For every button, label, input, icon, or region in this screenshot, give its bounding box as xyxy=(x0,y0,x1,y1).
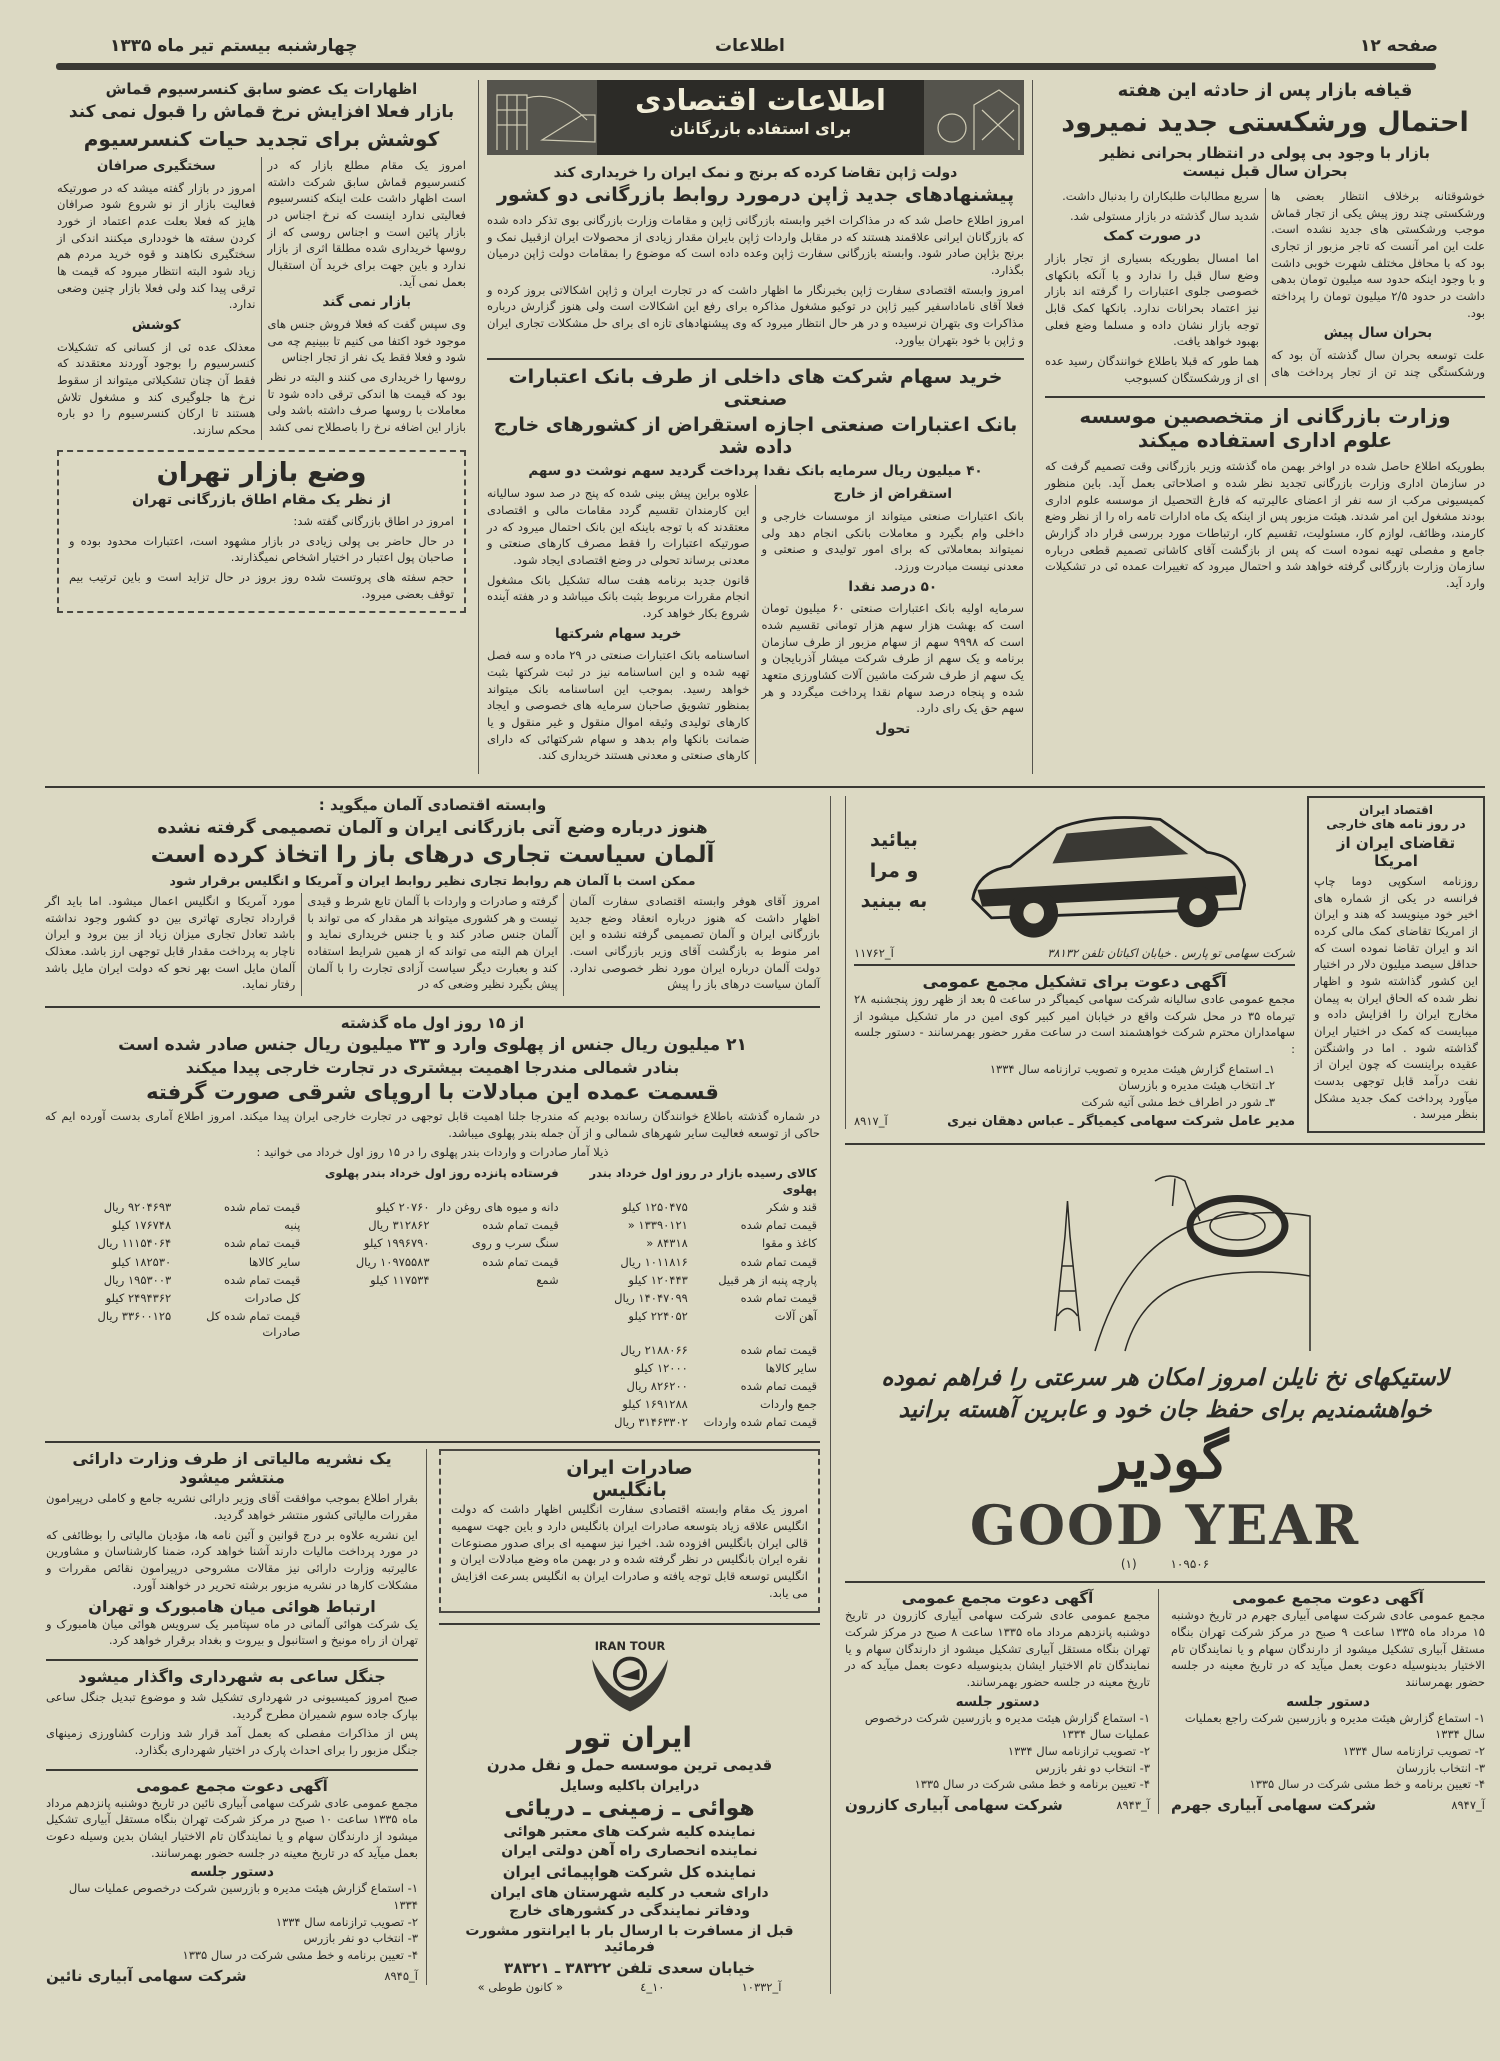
subheading: خرید سهام شرکتها xyxy=(554,625,682,642)
signature: مدیر عامل شرکت سهامی کیمیاگر ـ عباس دهقان نیری xyxy=(947,1113,1295,1129)
table-cell: ۱۲۰۰۰ کیلو xyxy=(634,1361,688,1376)
kicker: از ۱۵ روز اول ماه گذشته xyxy=(340,1014,525,1033)
table-cell xyxy=(303,1413,432,1431)
table-row xyxy=(45,1307,820,1341)
table-cell: ۱۳۳۹۰۱۲۱ « xyxy=(627,1218,688,1233)
table-cell: ۳۱۴۶۳۳۰۲ ریال xyxy=(614,1415,688,1430)
table-cell xyxy=(303,1359,432,1377)
forest-article xyxy=(46,1659,418,1759)
ad-code: آ_۸۹۱۷ xyxy=(854,1114,888,1129)
lower-left-columns xyxy=(45,1441,820,1993)
table-cell: ۱۸۲۵۳۰ کیلو xyxy=(111,1254,172,1269)
car-and-notice xyxy=(845,796,1295,1129)
kicker: اقتصاد ایران xyxy=(1359,803,1433,818)
goodyear-logo xyxy=(845,1492,1485,1557)
paragraph: روزنامه اسکوپی دوما چاپ فرانسه در یکی از شماره های اخیر خود مینویسد که هند و ایران از امریکا تقاضای کمک مالی کرده اند و ایران تقاضا نموده است که حداقل سیصد میلیون دلار در اختیار این کشور گذاشته شود و اظهار نظر شده که الحاق ایران به پیمان مخارج ایران را افزایش داده و میبایست که کمک در اختیار ایران گذاشته شود . اما در واشنگتن عقیده براینست که چون ایران از نفت درآمد قابل توجهی بدست میآورد پرداخت کمک جدید مشکل بنظر میرسد . xyxy=(1314,874,1478,1122)
paragraph: هما طور که قبلا باطلاع خوانندگان رسید عده ای از ورشکستگان کسبوجب xyxy=(1045,353,1259,385)
table-cell: آهن آلات xyxy=(774,1308,817,1323)
paragraph: پس از مذاکرات مفصلی که بعمل آمد قرار شد وزارت کشاورزی زمینهای جنگل مزبور را برای احداث پارک در اختیار شهرداری بگذارد. xyxy=(46,1726,418,1757)
notice-title: آگهی دعوت مجمع عمومی xyxy=(901,1589,1094,1608)
table-cell xyxy=(45,1359,174,1377)
paragraph: امروز آقای هوفر وابسته اقتصادی سفارت آلمان اظهار داشت که هنوز درباره انعقاد وضع جدید بازرگانی ایران و آلمان تصمیمی گرفته نشده و این امر منوط به بازگشت آقای وزیر بازرگانی است. دولت آلمان درباره ایران مورد نظر خصوصی ندارد. آلمان سیاست درهای باز را پیش xyxy=(569,894,820,992)
table-row xyxy=(45,1359,820,1377)
headline: ۲۱ میلیون ریال جنس از پهلوی وارد و ۳۳ میلیون ریال جنس صادر شده است xyxy=(118,1035,747,1056)
masthead-rule xyxy=(56,63,1436,70)
slogan: به بینید xyxy=(860,890,928,913)
ads-row xyxy=(845,796,1485,1133)
table-row xyxy=(45,1253,820,1271)
paragraph: معذلک عده ئی از کسانی که تشکیلات کنسرسیوم را بوجود آوردند معتقدند که فقط آن چنان تشکیلاتی میتواند از سقوط نرخ ها جلوگیری کند و مشغول تلاش هستند تا ارکان کنسرسیوم را دو باره محکم سازند. xyxy=(57,339,256,437)
subheading: استقراض از خارج xyxy=(833,486,952,503)
car-tire-eiffel-illustration xyxy=(865,1151,1465,1361)
consortium-article xyxy=(57,80,466,440)
lower-section xyxy=(45,786,1485,1993)
agenda-item: ۳ـ شور در اطراف خط مشی آتیه شرکت xyxy=(1081,1095,1275,1110)
table-cell: پنبه xyxy=(284,1218,301,1233)
table-cell: ۲۲۴۰۵۲ کیلو xyxy=(628,1308,688,1323)
table-cell xyxy=(433,1413,562,1431)
paragraph: امروز وابسته اقتصادی سفارت ژاپن بخبرنگار ما اظهار داشت که در تجارت ایران و ژاپن اشکالاتی بروز کرده و فعلا آقای ناماداسفیر کبیر ژاپن در توکیو مشغول مذاکره برای رفع این اشکالات است ولی هنوز گزارش درباره مذاکرات وی بتهران نرسیده و در هر حال انتظار میرود که وی پیشنهادهای تازه ای برای حل مشکلات تجاری ایران و ژاپن با خود بتهران بیاورد. xyxy=(487,282,1024,347)
headline: وضع بازار تهران xyxy=(156,458,367,489)
agency-credit: « کانون طوطی » xyxy=(477,1979,564,1994)
agenda-item: ۲- تصویب ترازنامه سال ۱۳۳۴ xyxy=(1342,1743,1485,1758)
agenda-item: ۴- تعیین برنامه و خط مشی شرکت در سال ۱۳۳۵ xyxy=(1249,1777,1485,1792)
subheading: تحول xyxy=(875,720,911,737)
paragraph: بانک اعتبارات صنعتی میتواند از موسسات خارجی و داخلی وام بگیرد و معاملات بانکی انجام دهد ولی نمیتواند بمعاملاتی که برای امور تولیدی و صنعتی و معدنی نیست مبادرت ورزد. xyxy=(761,508,1024,573)
bank-article xyxy=(487,358,1024,764)
headline: وزارت بازرگانی از متخصصین موسسه علوم اداری استفاده میکند xyxy=(1079,404,1451,453)
subheadline: بازار با وجود بی پولی در انتظار بحرانی نظیر بحران سال قبل نیست xyxy=(1099,144,1431,180)
table-cell: ۳۳۶۰۰۱۲۵ ریال xyxy=(97,1308,172,1323)
table-cell: قیمت تمام شده xyxy=(740,1343,817,1357)
table-cell: ۱۱۱۵۴۰۶۴ ریال xyxy=(97,1236,172,1251)
brand-name-persian: گودیر xyxy=(1101,1426,1229,1493)
company-name: شرکت سهامی آبیاری نائین xyxy=(46,1966,247,1985)
table-cell xyxy=(45,1413,174,1431)
headline: قسمت عمده این مبادلات با اروپای شرقی صورت گرفته xyxy=(146,1080,719,1105)
table-cell: ۱۹۵۳۰۰۳ ریال xyxy=(103,1272,172,1287)
table-cell xyxy=(174,1377,303,1395)
subheading: بازار نمی گند xyxy=(322,294,412,311)
agenda-item: ۲ـ انتخاب هیئت مدیره و بازرسان xyxy=(1118,1078,1275,1093)
paragraph: اساسنامه بانک اعتبارات صنعتی در ۲۹ ماده و سه فصل تهیه شده و این اساسنامه نیز در ثبت شرکتها بثبت خواهد رسید. بموجب این اساسنامه بانک میتواند بمنظور تشویق صاحبان سرمایه های خصوصی و ایجاد کارهای تولیدی وثیقه اموال منقول و غیر منقول و یا ضمانت بانکها وام بدهد و سهام شرکتهائی که دارای کارهای صنعتی و معدنی هستند خریداری کند. xyxy=(487,648,750,763)
table-cell: ۱۰۱۱۸۱۶ ریال xyxy=(620,1254,688,1269)
table-row xyxy=(45,1377,820,1395)
table-cell xyxy=(45,1341,174,1359)
table-cell: ۸۴۳۱۸ « xyxy=(646,1236,688,1251)
paragraph: مورد آمریکا و انگلیس اعمال میشود. اما باید اگر قرارداد تجاری تهاتری بین دو کشور وجود نداشته باشد تعادل تجاری میزان زیاد از بین برود و ایران ناچار به پرداخت مقدار قابل توجهی ارز باشد. معذلک آلمان مایل است بهر نحو که دولت ایران مایل باشد رفتار نماید. xyxy=(45,894,296,992)
table-cell: ۸۲۶۲۰۰ ریال xyxy=(626,1379,688,1394)
headline: بنادر شمالی مندرجا اهمیت بیشتری در تجارت خارجی پیدا میکند xyxy=(185,1058,680,1078)
page-number: صفحه ۱۲ xyxy=(1360,36,1438,56)
headline: جنگل ساعی به شهرداری واگذار میشود xyxy=(78,1666,386,1686)
paragraph: سرمایه اولیه بانک اعتبارات صنعتی ۶۰ میلیون تومان است که بهشت هزار سهم هزار تومانی تقسیم شده است که ۹۹۹۸ سهم از سهام مزبور از طرف سازمان برنامه و یک سهم از طرف شرکت میشار آذربایجان و یک سهم از طرف شرکت ماشین آلات کشاورزی متعهد شده و پنجاه درصد سهام نقدا پرداخت میگردد و هر سهم حق یک رای دارد. xyxy=(761,601,1024,716)
subheading: در صورت کمک xyxy=(1103,228,1201,245)
call-to-action: قبل از مسافرت با ارسال بار با ایرانتور مشورت فرمائید xyxy=(465,1922,794,1955)
jahrom-notice xyxy=(1171,1589,1485,1814)
trade-stats-table xyxy=(45,1164,820,1431)
headline: کوشش برای تجدید حیات کنسرسیوم xyxy=(83,127,440,151)
ad-slogan: لاستیکهای نخ نایلن امروز امکان هر سرعتی را فراهم نموده xyxy=(881,1365,1449,1392)
paragraph: مجمع عمومی عادی شرکت سهامی آبیاری جهرم در تاریخ دوشنبه ۱۵ مرداد ماه ۱۳۳۵ ساعت ۹ صبح در مرکز شرکت تهران بنگاه مستقل آبیاری تشکیل میشود از دارندگان سهام و یا نمایندگان تام الاختیار بدینوسیله دعوت بعمل میآید که در تاریخ معینه در جلسه حضور بهمرسانند xyxy=(1171,1608,1485,1689)
column-z xyxy=(46,1449,427,1984)
agenda-title: دستور جلسه xyxy=(1286,1693,1370,1710)
table-cell: قیمت تمام شده کل صادرات xyxy=(206,1308,301,1339)
table-cell: سنگ سرب و روی xyxy=(471,1236,559,1251)
agenda-item: ۲- تصویب ترازنامه سال ۱۳۳۴ xyxy=(275,1914,418,1929)
subheadline: ممکن است با آلمان هم روابط تجاری نظیر روابط ایران و آمریکا و انگلیس برقرار شود xyxy=(169,873,696,889)
table-row xyxy=(45,1271,820,1289)
iran-tour-winged-logo xyxy=(575,1631,685,1721)
agenda-item: ۱ـ استماع گزارش هیئت مدیره و تصویب ترازنامه سال ۱۳۳۴ xyxy=(989,1061,1275,1076)
table-cell xyxy=(174,1359,303,1377)
kicker: وابسته اقتصادی آلمان میگوید : xyxy=(318,796,547,815)
paragraph: بقرار اطلاع بموجب موافقت آقای وزیر دارائی نشریه جامع و کاملی درپیرامون مقررات مالیاتی کشور منتشر خواهد گردید. xyxy=(46,1491,418,1523)
banner-title: اطلاعات اقتصادی xyxy=(635,83,886,117)
table-cell: کل صادرات xyxy=(244,1290,301,1305)
paragraph: شدید سال گذشته در بازار مستولی شد. xyxy=(1069,208,1259,223)
table-cell: قیمت تمام شده xyxy=(740,1254,817,1269)
table-cell: قند و شکر xyxy=(766,1200,817,1215)
headline: آلمان سیاست تجاری درهای باز را اتخاذ کرده است xyxy=(150,842,715,869)
iran-tour-advertisement xyxy=(439,1623,820,1994)
table-cell: ۱۲۰۴۴۳ کیلو xyxy=(628,1272,688,1287)
table-cell: قیمت تمام شده xyxy=(740,1379,817,1394)
representation: نماینده انحصاری راه آهن دولتی ایران xyxy=(501,1842,758,1859)
kicker: در روز نامه های خارجی xyxy=(1326,817,1466,832)
tax-article xyxy=(46,1449,418,1648)
table-cell: ۲۰۷۶۰ کیلو xyxy=(376,1200,430,1215)
subheadline: از نظر یک مقام اطاق بازرگانی تهران xyxy=(132,492,391,509)
agenda-item: ۲- تصویب ترازنامه سال ۱۳۳۴ xyxy=(1007,1743,1150,1758)
table-cell xyxy=(433,1341,562,1359)
table-cell: سایر کالاها xyxy=(765,1361,817,1376)
japan-article xyxy=(487,165,1024,348)
consortium-columns xyxy=(57,157,466,440)
headline: بانگلیس xyxy=(592,1479,667,1502)
headline: تقاضای ایران از امریکا xyxy=(1336,834,1456,871)
paragraph: اما امسال بطوریکه بسیاری از تجار بازار وضع سال قبل را ندارد و با آنکه بانکهای خصوصی جلوی اعتبارات را گرفته اند بازار نیز اعتماد بحرانات ندارد. بانکها کمک قابل توجه بازار نشان داده و مسلما وضع فعلی بهبود خواهد یافت. xyxy=(1045,250,1259,349)
slogan: و مرا xyxy=(869,859,919,882)
brand-wordmark: GOOD YEAR xyxy=(969,1492,1361,1557)
paragraph: در شماره گذشته باطلاع خوانندگان رسانده بودیم که مندرجا جلنا اهمیت قابل توجهی در تجارت خارجی ایران پیدا میکند. امروز اطلاع آماری بدست آورده ایم که حاکی از توسعه فعالیت سایر شهرهای شمالی و از آن جمله بندر پهلوی میباشد. xyxy=(45,1109,820,1140)
table-cell: جمع واردات xyxy=(760,1397,817,1412)
table-cell: ۱۲۵۰۴۷۵ کیلو xyxy=(622,1200,688,1215)
table-cell xyxy=(433,1307,562,1341)
company-name: شرکت سهامی آبیاری جهرم xyxy=(1171,1796,1377,1814)
ad-code: آ_۱۱۷۶۲ xyxy=(854,946,894,961)
table-cell xyxy=(433,1395,562,1413)
representation: نماینده کلیه شرکت های معتبر هوائی xyxy=(503,1823,756,1840)
right-top-article xyxy=(1045,80,1485,386)
paragraph: روسها را خریداری می کنند و البته در نظر بود که قیمت ها اندکی ترقی داده شود تا معاملات با روسها صرف داشته باشد ولی بازار این اضافه نرخ را باصطلاح نمی کشد xyxy=(267,369,466,434)
right-top-columns xyxy=(1045,188,1485,386)
ad-code: آ_۸۹۴۷ xyxy=(1451,1798,1485,1812)
agenda-title: دستور جلسه xyxy=(955,1693,1040,1710)
paragraph: خوشوقتانه برخلاف انتظار بعضی ها ورشکستی چند روز پیش یکی از تجار قماش موجب ورشکستی های جدید نشده است. علت این امر آنست که تاجر مزبور از تجاری بود که با محافل مختلف شهرت خوبی داشت و با وجود اینکه حدود سه میلیون تومان بدهی داشت در حدود ۲/۵ میلیون تومان را پرداخته بود. xyxy=(1271,189,1485,320)
table-cell: ۲۱۸۸۰۶۶ ریال xyxy=(620,1343,688,1357)
headline: یک نشریه مالیاتی از طرف وزارت دارائی منتشر میشود xyxy=(72,1449,392,1488)
agenda-item: ۳- انتخاب دو نفر بازرس xyxy=(1035,1760,1150,1775)
headline: احتمال ورشکستی جدید نمیرود xyxy=(1061,107,1469,138)
table-cell xyxy=(45,1395,174,1413)
kicker: قیافه بازار پس از حادثه این هفته xyxy=(1117,80,1413,101)
table-cell: ۲۴۹۴۳۶۲ کیلو xyxy=(105,1290,172,1305)
headline: بازار فعلا افزایش نرخ قماش را قبول نمی کند xyxy=(68,102,455,122)
ad-code: آ_۸۹۴۵ xyxy=(384,1968,418,1983)
table-cell xyxy=(174,1413,303,1431)
table-row xyxy=(45,1198,820,1216)
table-cell: ۱۹۹۶۷۹۰ کیلو xyxy=(363,1236,430,1251)
car-illustration xyxy=(944,796,1264,946)
headline: صادرات ایران xyxy=(566,1457,693,1480)
logo-text: IRAN TOUR xyxy=(594,1638,665,1653)
paragraph: مجمع عمومی عادی شرکت سهامی آبیاری کازرون در تاریخ دوشنبه پانزدهم مرداد ماه ۱۳۳۵ ساعت ۸ صبح در مرکز شرکت تهران بنگاه مستقل آبیاری تشکیل میشود از دارندگان سهام و یا نمایندگان تام الاختیار ایشان بدینوسیله دعوت بعمل میآید که در تاریخ معینه در جلسه حضور بهمرسانند. xyxy=(845,1608,1151,1689)
paragraph: امروز در بازار گفته میشد که در صورتیکه فعالیت بازار از نو شروع شود صرافان هایز که فعلا بعلت عدم اعتماد از خورد کردن سفته ها خودداری میکنند اندکی از سختگیری نکاهند و قوه خرید مردم هم زیاد شود البته انتظار میرود که قیمت ها ترقی پیدا کند ولی فعلا بازار چنین وضعی ندارد. xyxy=(57,180,256,312)
paragraph: مجمع عمومی عادی سالیانه شرکت سهامی کیمیاگر در ساعت ۵ بعد از ظهر روز پنجشنبه ۲۸ تیرماه ۳۵ در محل شرکت واقع در خیابان امیر کبیر کوی امین در مار تشکیل میشود از سهامداران محترم شرکت خواهشمند است در ساعت مقرر حضور بهمرسانند - دستور جلسه : xyxy=(854,992,1295,1057)
paragraph: ذیلا آمار صادرات و واردات بندر پهلوی را در ۱۵ روز اول خرداد می خوانید : xyxy=(256,1145,609,1160)
table-cell xyxy=(45,1377,174,1395)
paragraph: گرفته و صادرات و واردات با آلمان تابع شرط و قیدی نیست و هر کشوری میتواند هر مقدار که می تواند با آلمان جنس صادر کند و یا جنس خریداری نماید و ایران هم البته می تواند که از همین شرایط استفاده کند و بعبارت دیگر سیاست آزادی تجارت را با آلمان پیش بگیرد نظیر وضعی که در xyxy=(307,894,558,992)
table-cell xyxy=(303,1307,432,1341)
paragraph: یک شرکت هوائی آلمانی در ماه سپتامبر یک سرویس هوائی میان هامبورک و تهران از راه مونیخ و استانبول و بیروت و بغداد برقرار خواهد کرد. xyxy=(46,1616,418,1648)
subheading: کوشش xyxy=(131,316,181,333)
table-row xyxy=(45,1234,820,1252)
table-cell xyxy=(174,1341,303,1359)
car-advertisement xyxy=(854,796,1295,966)
ad-code: آ_۸۹۴۳ xyxy=(1116,1798,1150,1812)
table-cell: قیمت تمام شده واردات xyxy=(703,1415,817,1430)
ad-code: (۱) xyxy=(1120,1557,1137,1572)
agenda-item: ۴- تعیین برنامه و خط مشی شرکت در سال ۱۳۳۵ xyxy=(182,1947,418,1962)
table-cell: قیمت تمام شده xyxy=(740,1290,817,1305)
paragraph: امروز یک مقام مطلع بازار که در کنسرسیوم قماش سابق شرکت داشته است اظهار داشت علت اینکه کنسرسیوم فعالیتی ندارد اینست که نرخ اجناس در بازار پائین است و اجناس روسی که از روسها خریداری شده مطلقا اثری از بازار ندارد و باین جهت برای خرید آن استقبال بعمل نمی آید. xyxy=(267,158,466,289)
agenda-title: دستور جلسه xyxy=(190,1864,274,1881)
germany-article xyxy=(45,796,820,996)
lower-right-region xyxy=(845,796,1485,1814)
paragraph: امروز در اطاق بازرگانی گفته شد: xyxy=(293,514,454,529)
notice-title: آگهی دعوت برای تشکیل مجمع عمومی xyxy=(922,972,1227,992)
branches: دارای شعب در کلیه شهرستان های ایران xyxy=(490,1884,769,1901)
table-cell: ۱۶۹۱۲۸۸ کیلو xyxy=(622,1397,688,1412)
subheading: بحران سال پیش xyxy=(1323,325,1433,342)
table-cell xyxy=(303,1377,432,1395)
paragraph: بطوریکه اطلاع حاصل شده در اواخر بهمن ماه گذشته وزیر بازرگانی وقت تصمیم گرفت که در سازمان اداری وزارت بازرگانی تجدید نظر شده و اصلاحاتی بعمل آید. باین منظور کمیسیونی مرکب از سه نفر از اعضای عالیرتبه که فارغ التحصیل از موسسه علوم اداری بودند مشغول این امر شدند. هیئت مزبور پس از اینکه یک ماه ادارات تامه راه را از نظر وضع کارمند، وظائف، لوازم کار، مسئولیت، تقسیم کار، ارتباطات مورد بررسی قرار داد گزارش جامع و مفصلی تهیه نموده است که پس از بازگشت آقای کاشانی تصمیم قطعی درباره سازمان وزارت بازرگانی گرفته خواهد شد و احتمال میرود که تغییرات عمده ئی در تشکیلات وارد آید. xyxy=(1045,459,1485,590)
bank-columns xyxy=(487,485,1024,764)
table-cell: ۱۴۰۴۷۰۹۹ ریال xyxy=(614,1290,688,1305)
table-row xyxy=(45,1395,820,1413)
agenda-item: ۴- تعیین برنامه و خط مشی شرکت در سال ۱۳۳۵ xyxy=(914,1777,1150,1792)
column-y xyxy=(439,1449,820,1993)
bridge-illustration xyxy=(487,80,597,155)
headline: ارتباط هوائی میان هامبورک و تهران xyxy=(88,1596,376,1616)
paragraph: مجمع عمومی عادی شرکت سهامی آبیاری نائین در تاریخ دوشنبه پانزدهم مرداد ماه ۱۳۳۵ ساعت ۱۰ صبح در مرکز شرکت تهران بنگاه مستقل آبیاری تشکیل میشود از دارندگان سهام و یا نمایندگان تام الاختیار ایشان بدین وسیله دعوت بعمل میآید که در تاریخ معینه در جلسه حضور بهمرسانند. xyxy=(46,1795,418,1860)
transport-modes: هوائی ـ زمینی ـ دریائی xyxy=(504,1795,755,1821)
table-cell: قیمت تمام شده xyxy=(223,1272,301,1287)
table-cell: کاغذ و مقوا xyxy=(761,1236,817,1251)
table-cell: ۱۷۶۷۴۸ کیلو xyxy=(111,1218,172,1233)
notice-title: آگهی دعوت مجمع عمومی xyxy=(1232,1589,1424,1608)
kicker: دولت ژاپن تقاضا کرده که برنج و نمک ایران را خریداری کند xyxy=(553,165,958,181)
banner-subtitle: برای استفاده بازرگانان xyxy=(669,118,852,138)
agenda-item: ۱- استماع گزارش هیئت مدیره و بازرسین شرکت راجع بعملیات سال ۱۳۳۴ xyxy=(1184,1710,1485,1742)
paragraph: وی سپس گفت که فعلا فروش جنس های موجود خود اکتفا می کنیم تا ببینیم چه می شود و فعلا فقط یک نفر از تجار اجناس xyxy=(267,316,466,365)
right-column xyxy=(1045,80,1485,602)
upper-section xyxy=(45,80,1485,774)
table-header: فرستاده پانزده روز اول خرداد بندر پهلوی xyxy=(324,1166,559,1181)
table-cell: قیمت تمام شده xyxy=(223,1236,301,1251)
paper-name: اطلاعات xyxy=(715,36,785,56)
center-column xyxy=(478,80,1033,774)
dealer-info: شرکت سهامی تو پارس . خیابان اکباتان تلفن ۳۸۱۳۲ xyxy=(1047,946,1295,961)
paragraph: صبح امروز کمیسیونی در شهرداری تشکیل شد و موضوع تبدیل جنگل ساعی بپارک جاده سوم شمیران مطرح گردید. xyxy=(46,1689,418,1721)
paragraph: قانون جدید برنامه هفت ساله تشکیل بانک مشغول انجام مقررات مربوط بثبت بانک میباشد و در هفته آینده شروع بکار خواهد کرد. xyxy=(487,572,750,621)
headline: بانک اعتبارات صنعتی اجازه استقراض از کشورهای خارج داده شد xyxy=(493,414,1018,459)
paragraph: امروز یک مقام وابسته اقتصادی سفارت انگلیس اظهار داشت که دولت انگلیس علاقه زیاد بتوسعه صادرات ایران بانگلیس دارد و باین جهت سهمیه قالی ایران بانگلیس افزوده شد. اخیرا نیز سهمیه ای برای صدور مصنوعات نقره ایران بانگلیس در نظر گرفته شده و در بهمن ماه وضع مبادلات ایران و انگلیس توسعه قابل توجه یافته و صادرات ایران به انگلیس بسرعت افزایش می یابد. xyxy=(451,1502,808,1600)
table-header: کالای رسیده بازار در روز اول خرداد بندر پهلوی xyxy=(589,1166,817,1197)
tehran-market-box xyxy=(57,450,466,613)
ad-slogan: خواهشمندیم برای حفظ جان خود و عابرین آهسته برانید xyxy=(898,1397,1432,1424)
paragraph: حجم سفته های پروتست شده روز بروز در حال تزاید است و باین ترتیب بیم توقف بعضی میرود. xyxy=(69,570,454,601)
table-cell xyxy=(303,1341,432,1359)
table-cell: قیمت تمام شده xyxy=(223,1200,301,1215)
issue-date: چهارشنبه بیستم تیر ماه ۱۳۳۵ xyxy=(110,36,358,56)
branches: ودفاتر نمایندگی در کشورهای خارج xyxy=(509,1902,750,1919)
agenda-item: ۱- استماع گزارش هیئت مدیره و بازرسین شرکت درخصوص عملیات سال ۱۳۳۴ xyxy=(864,1710,1150,1742)
address-phone: خیابان سعدی تلفن ۳۸۳۲۲ ـ ۳۸۳۲۱ xyxy=(503,1958,756,1977)
table-row xyxy=(45,1289,820,1307)
table-cell: قیمت تمام شده xyxy=(482,1218,559,1233)
uk-exports-box xyxy=(439,1449,820,1612)
economic-news-banner xyxy=(487,80,1024,155)
pahlavi-trade-article xyxy=(45,1006,820,1431)
ad-code: ۱۰۹۵۰۶ xyxy=(1170,1557,1210,1572)
agenda-item: ۳- انتخاب دو نفر بازرس xyxy=(303,1931,418,1946)
lower-left-region xyxy=(45,796,831,1993)
headline: خرید سهام شرکت های داخلی از طرف بانک اعتبارات صنعتی xyxy=(508,366,1003,411)
ad-code: آ_۱۰۳۳۲ xyxy=(741,1979,782,1994)
table-cell xyxy=(433,1289,562,1307)
notice-title: آگهی دعوت مجمع عمومی xyxy=(136,1776,328,1795)
subheading: ۵۰ درصد نقدا xyxy=(848,578,938,595)
representation: نماینده کل شرکت هواپیمائی ایران xyxy=(502,1862,757,1881)
agenda-item: ۱- استماع گزارش هیئت مدیره و بازرسین شرکت درخصوص عملیات سال ۱۳۳۴ xyxy=(68,1881,418,1912)
paragraph: علاوه براین پیش بینی شده که پنج در صد سود سالیانه این کارمندان تقسیم گردد مقامات مالی و اقتصادی معتقدند که با توجه باینکه این بانک احتمال میرود که در صورتیکه اعتبارات را فقط مصرف کارهای صنعتی و معدنی برساند تحولی در وضع اقتصادی ایجاد شود. xyxy=(487,486,750,568)
table-cell: شمع xyxy=(536,1272,559,1287)
locomotive-illustration xyxy=(924,80,1024,155)
table-cell xyxy=(174,1395,303,1413)
ad-code: ۱۰_٤ xyxy=(640,1979,665,1994)
goodyear-advertisement xyxy=(845,1143,1485,1571)
table-cell: سایر کالاها xyxy=(248,1254,301,1269)
tagline: درایران باکلیه وسایل xyxy=(559,1777,700,1794)
paragraph: امروز اطلاع حاصل شد که در مذاکرات اخیر وابسته بازرگانی ژاپن و مقامات وزارت بازرگانی بوی تذکر داده شده که بازرگانان ایرانی علاقمند هستند که در مقابل واردات ژاپن بایران مقدار زیادی از محصولات ایران ازقبیل نمک و برنج بژاپن صادر شود. وابسته بازرگانی سفارت ژاپن وعده داده است که موضوع را بمقامات دولت ژاپن درمیان بگذارد. xyxy=(487,213,1024,278)
kazerun-notice xyxy=(845,1589,1159,1814)
kicker: اظهارات یک عضو سابق کنسرسیوم قماش xyxy=(105,80,418,98)
left-column xyxy=(57,80,466,623)
iran-usa-box xyxy=(1307,796,1485,1133)
subheadline: ۴۰ میلیون ریال سرمایه بانک نقدا پرداخت گردید سهم نوشت دو سهم xyxy=(528,463,983,480)
notices-row xyxy=(845,1581,1485,1814)
table-row xyxy=(45,1413,820,1431)
company-name: شرکت سهامی آبیاری کازرون xyxy=(845,1796,1063,1814)
table-cell: دانه و میوه های روغن دار xyxy=(437,1200,559,1215)
table-cell: قیمت تمام شده xyxy=(740,1218,817,1233)
table-cell: ۳۱۲۸۶۲ ریال xyxy=(368,1218,430,1233)
kimiagar-notice xyxy=(854,972,1295,1129)
slogan: بیائید xyxy=(870,829,918,852)
table-row xyxy=(45,1216,820,1234)
paragraph: در حال حاضر بی پولی زیادی در بازار مشهود است، اعتبارات محدود بوده و صاحبان پول اعتبار در اختیار اشخاص نمیگذارند. xyxy=(69,533,454,565)
agenda-item: ۳- انتخاب بازرسان xyxy=(1396,1760,1485,1775)
table-row xyxy=(45,1341,820,1359)
table-cell: ۹۲۰۴۶۹۳ ریال xyxy=(103,1200,172,1215)
headline: پیشنهادهای جدید ژاپن درمورد روابط بازرگانی دو کشور xyxy=(496,184,1015,206)
table-cell xyxy=(303,1395,432,1413)
table-cell: پارچه پنبه از هر قبیل xyxy=(718,1272,817,1287)
paragraph: علت توسعه بحران سال گذشته آن بود که ورشکستگی چند تن از تجار پرداخت های سریع مطالبات طلبکاران را بدنبال داشت. xyxy=(1062,189,1485,379)
table-cell xyxy=(303,1289,432,1307)
tagline: قدیمی ترین موسسه حمل و نقل مدرن xyxy=(486,1755,773,1774)
naein-notice xyxy=(46,1769,418,1985)
table-cell xyxy=(433,1377,562,1395)
table-cell: قیمت تمام شده xyxy=(482,1254,559,1269)
ministry-article xyxy=(1045,396,1485,591)
table-cell: ۱۰۹۷۵۵۸۳ ریال xyxy=(355,1254,430,1269)
table-cell: ۱۱۷۵۳۴ کیلو xyxy=(370,1272,430,1287)
paragraph: این نشریه علاوه بر درج قوانین و آئین نامه ها، مؤدیان مالیاتی را بوظائفی که در مورد پرداخت مالیات دارند آشنا خواهد کرد، ضمنا کارشناسان و مشاورین عالیرتبه وزارت دارائی نیز مقالات مشروحی درپیرامون نقائص مقررات و مشکلات کارها در نشریه مزبور برشته تحریر در خواهند آورد. xyxy=(46,1527,418,1592)
brand-name: ایران تور xyxy=(567,1720,692,1754)
table-cell xyxy=(433,1359,562,1377)
page-content xyxy=(45,80,1485,1994)
table-header-row xyxy=(45,1164,820,1198)
subheading: سختگیری صرافان xyxy=(96,158,216,174)
headline: هنوز درباره وضع آتی بازرگانی ایران و آلمان تصمیمی گرفته نشده xyxy=(157,818,708,839)
